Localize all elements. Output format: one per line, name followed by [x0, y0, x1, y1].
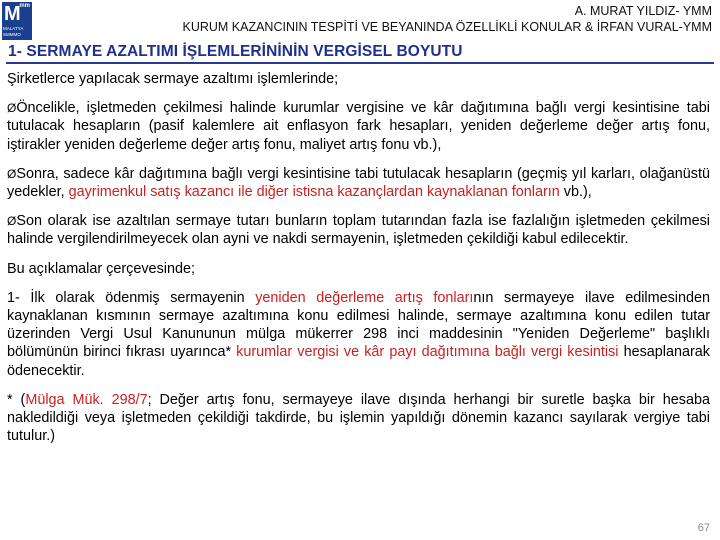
para-1-text-2: nın sermayeye ilave edilmesinden kaynaklanan kısmının sermaye azaltımına konu edilmesi halinde, sermaye azaltımına konu edilen tutar üzerinden Vergi Usul Kanununun mülga mükerrer 298 inci maddesinin "Yeniden Değerleme" başlıklı bölümünün birinci fıkrası uyarınca*: [7, 289, 710, 361]
page-header: [182, 3, 712, 35]
arrow-bullet-icon: Ø: [7, 101, 17, 116]
page-number: 67: [697, 522, 710, 534]
para-1-highlight-1: yeniden değerleme artış fonları: [255, 289, 474, 306]
footnote: [7, 391, 710, 446]
arrow-bullet-icon: Ø: [7, 166, 17, 181]
arrow-bullet-icon: Ø: [7, 214, 17, 229]
para-1-text: 1- İlk olarak ödenmiş sermayenin: [7, 289, 256, 306]
bullet-item-2: [7, 165, 710, 201]
bullet-3-text: Son olarak ise azaltılan sermaye tutarı bunların toplam tutarından fazla ise fazlalığın işletmeden çekilmesi halinde vergilendirilmeyecek olan ayni ve nakdi sermayenin, işletmeden çekildiği kabul edilecektir.: [7, 213, 710, 248]
bullet-item-3: [7, 212, 710, 248]
numbered-paragraph-1: [7, 289, 710, 380]
logo-mark: M: [4, 3, 21, 25]
header-author-line: A. MURAT YILDIZ- YMM: [574, 4, 712, 18]
intro-paragraph: Şirketlerce yapılacak sermaye azaltımı işlemlerinde;: [7, 71, 339, 87]
header-subtitle-line: KURUM KAZANCININ TESPİTİ VE BEYANINDA ÖZELLİKLİ KONULAR & İRFAN VURAL-YMM: [182, 20, 712, 34]
logo-superscript: mm: [19, 3, 30, 9]
logo: [2, 2, 32, 40]
footnote-reference: Mülga Mük. 298/7: [25, 391, 148, 408]
document-body: [7, 70, 710, 456]
para-1-highlight-2: kurumlar vergisi ve kâr payı dağıtımına bağlı vergi kesintisi: [236, 344, 619, 361]
bullet-2-highlight: gayrimenkul satış kazancı ile diğer istisna kazançlardan kaynaklanan fonların: [68, 184, 560, 201]
bullet-item-1: [7, 99, 710, 154]
context-paragraph: Bu açıklamalar çerçevesinde;: [7, 260, 195, 277]
footnote-open: * (: [7, 391, 26, 408]
title-divider: [6, 62, 714, 64]
bullet-2-text: Sonra, sadece kâr dağıtımına bağlı vergi kesintisine tabi tutulacak hesapların (geçmiş yıl karları, olağanüstü yedekler,: [7, 165, 710, 201]
footnote-text: ; Değer artış fonu, sermayeye ilave dışında herhangi bir suretle başka bir hesaba nakledildiği veya işletmeden çekildiği takdirde, bu işlemin yapıldığı dönemin kazancı sayılarak vergiye tabi tutulur.): [7, 391, 710, 445]
page-title: 1- SERMAYE AZALTIMI İŞLEMLERİNİNİN VERGİSEL BOYUTU: [8, 43, 463, 60]
logo-caption: MALATYA SMMMO: [3, 26, 24, 37]
para-1-text-3: hesaplanarak ödenecektir.: [7, 344, 711, 379]
bullet-1-text: Öncelikle, işletmeden çekilmesi halinde kurumlar vergisine ve kâr dağıtımına bağlı vergi kesintisine tabi tutulacak hesapların (pasif kalemlere ait enflasyon fark hesapları, yeniden değerleme değer artış fonu, iştirakler yeniden değerleme değer artış fonu, maliyet artış fonu vb.),: [7, 100, 710, 153]
bullet-2-tail: vb.),: [559, 184, 592, 201]
